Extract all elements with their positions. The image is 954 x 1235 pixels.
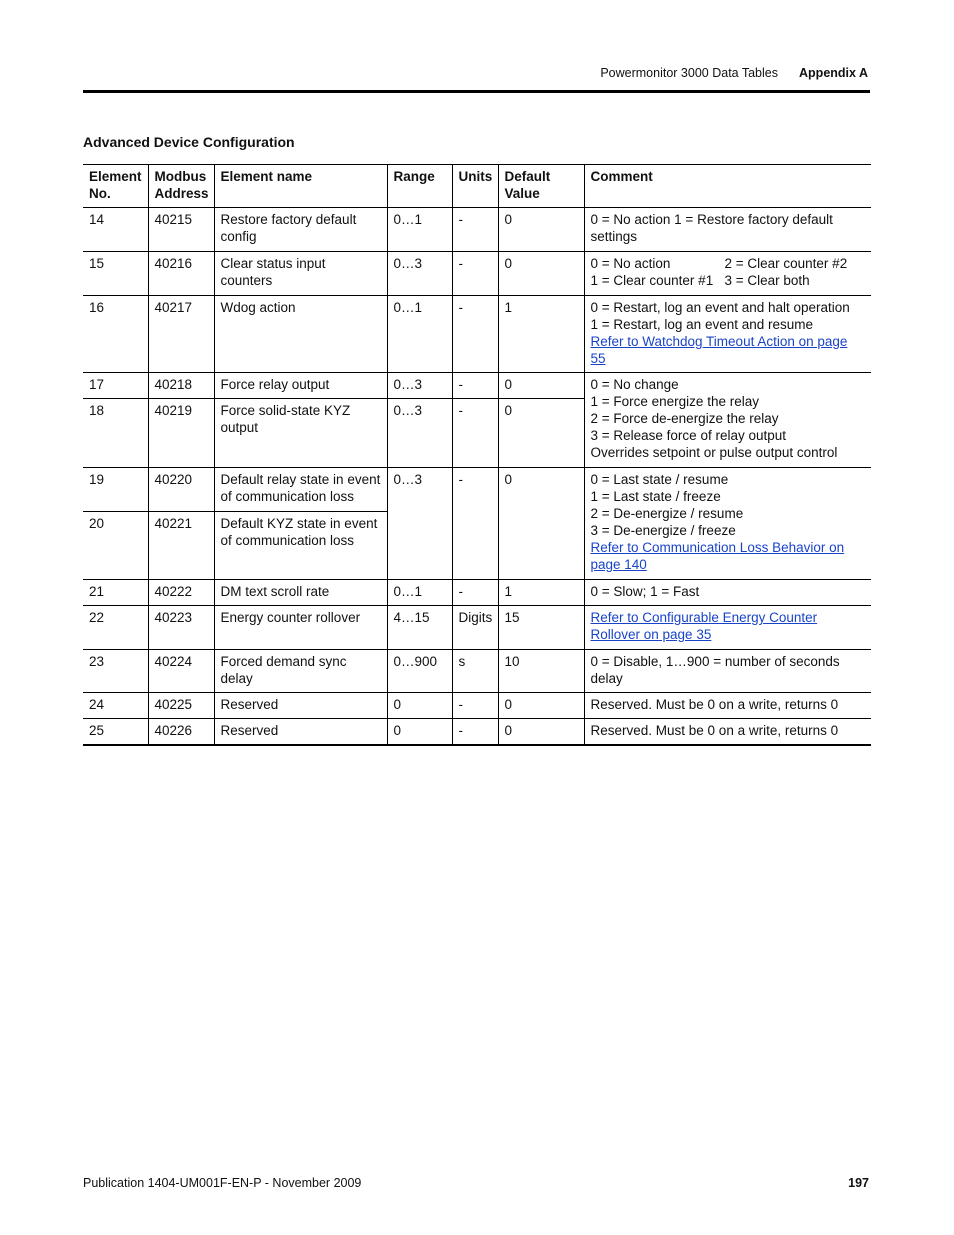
cell-default: 0 [498, 399, 584, 468]
comment-line: 3 = Release force of relay output [590, 428, 786, 443]
cell-no: 15 [89, 256, 105, 271]
cell-no: 19 [89, 472, 105, 487]
cell-addr: 40226 [148, 719, 214, 746]
cell-no: 23 [89, 654, 105, 669]
cell-name: Restore factory default config [214, 208, 387, 252]
cell-units: - [452, 580, 498, 606]
header-title: Powermonitor 3000 Data Tables [600, 66, 778, 80]
comment-line: 0 = Last state / resume [590, 472, 729, 487]
cell-name: Energy counter rollover [214, 606, 387, 650]
cell-name: Reserved [214, 693, 387, 719]
cell-addr: 40218 [148, 373, 214, 399]
header-appendix: Appendix A [799, 66, 868, 80]
comment-line: 0 = No change [590, 377, 679, 392]
cell-range: 0 [387, 693, 452, 719]
cell-range: 0…3 [387, 252, 452, 296]
comm-loss-link[interactable]: Refer to Communication Loss Behavior on page 140 [590, 540, 845, 572]
cell-default: 0 [498, 373, 584, 399]
cell-addr: 40223 [148, 606, 214, 650]
comment-line: 1 = Clear counter #1 [590, 273, 714, 288]
cell-name: DM text scroll rate [214, 580, 387, 606]
comment-line: 2 = Clear counter #2 [724, 256, 848, 271]
cell-range: 0…3 [387, 399, 452, 468]
cell-addr: 40222 [148, 580, 214, 606]
cell-range: 4…15 [387, 606, 452, 650]
cell-units: - [452, 693, 498, 719]
cell-comment-comm-loss [584, 468, 871, 580]
table-row [83, 719, 871, 746]
col-header-comment: Comment [584, 165, 871, 208]
cell-name: Default KYZ state in event of communication loss [214, 512, 387, 580]
table-row [83, 650, 871, 693]
comment-line: 3 = Clear both [724, 273, 810, 288]
table-row [83, 606, 871, 650]
comment-line: 1 = Last state / freeze [590, 489, 721, 504]
cell-no: 17 [89, 377, 105, 392]
cell-name: Force relay output [214, 373, 387, 399]
comment-line: Overrides setpoint or pulse output control [590, 445, 838, 460]
table-header-row [83, 165, 871, 208]
cell-units: - [452, 296, 498, 373]
cell-units: Digits [452, 606, 498, 650]
col-header-units: Units [452, 165, 498, 208]
cell-name: Forced demand sync delay [214, 650, 387, 693]
comment-line: 3 = De-energize / freeze [590, 523, 736, 538]
cell-range: 0…900 [387, 650, 452, 693]
cell-addr: 40219 [148, 399, 214, 468]
col-header-range: Range [387, 165, 452, 208]
cell-range: 0…3 [387, 373, 452, 399]
cell-no: 21 [89, 584, 105, 599]
cell-addr: 40215 [148, 208, 214, 252]
cell-comment [584, 296, 871, 373]
table-row [83, 580, 871, 606]
cell-units: - [452, 373, 498, 399]
cell-range: 0…1 [387, 296, 452, 373]
cell-units: - [452, 252, 498, 296]
cell-range: 0…3 [387, 468, 452, 580]
cell-name: Clear status input counters [214, 252, 387, 296]
cell-units: - [452, 719, 498, 746]
cell-range: 0…1 [387, 580, 452, 606]
cell-addr: 40224 [148, 650, 214, 693]
cell-no: 18 [89, 403, 105, 418]
cell-name: Wdog action [214, 296, 387, 373]
cell-addr: 40216 [148, 252, 214, 296]
col-header-modbus-address: Modbus Address [148, 165, 214, 208]
table-row [83, 693, 871, 719]
cell-no: 25 [89, 723, 105, 738]
cell-addr: 40220 [148, 468, 214, 512]
cell-default: 1 [498, 580, 584, 606]
page-number: 197 [848, 1176, 869, 1190]
cell-no: 20 [89, 516, 105, 531]
cell-addr: 40225 [148, 693, 214, 719]
cell-default: 0 [498, 252, 584, 296]
cell-units: s [452, 650, 498, 693]
comment-line: 0 = No action [590, 256, 671, 271]
cell-comment [584, 252, 871, 296]
table-row [83, 296, 871, 373]
comment-line: 1 = Force energize the relay [590, 394, 759, 409]
table-row [83, 208, 871, 252]
cell-name: Force solid-state KYZ output [214, 399, 387, 468]
comment-line: 2 = De-energize / resume [590, 506, 744, 521]
table-row [83, 468, 871, 512]
cell-default: 0 [498, 693, 584, 719]
cell-comment: 0 = Disable, 1…900 = number of seconds delay [584, 650, 871, 693]
cell-default: 0 [498, 208, 584, 252]
comment-line: 2 = Force de-energize the relay [590, 411, 779, 426]
cell-comment: Reserved. Must be 0 on a write, returns 0 [584, 693, 871, 719]
cell-no: 16 [89, 300, 105, 315]
cell-range: 0 [387, 719, 452, 746]
cell-name: Default relay state in event of communication loss [214, 468, 387, 512]
cell-default: 15 [498, 606, 584, 650]
energy-rollover-link[interactable]: Refer to Configurable Energy Counter Rollover on page 35 [590, 610, 818, 642]
cell-addr: 40217 [148, 296, 214, 373]
cell-comment: 0 = Slow; 1 = Fast [584, 580, 871, 606]
table-row [83, 252, 871, 296]
comment-line: 0 = Restart, log an event and halt operation [590, 300, 850, 315]
cell-units: - [452, 399, 498, 468]
cell-addr: 40221 [148, 512, 214, 580]
table-row [83, 373, 871, 399]
cell-comment: 0 = No action 1 = Restore factory default settings [584, 208, 871, 252]
cell-no: 14 [89, 212, 105, 227]
cell-range: 0…1 [387, 208, 452, 252]
cell-comment-relay-force [584, 373, 871, 468]
footer-publication: Publication 1404-UM001F-EN-P - November 2009 [83, 1176, 362, 1190]
cell-no: 22 [89, 610, 105, 625]
cell-name: Reserved [214, 719, 387, 746]
cell-default: 0 [498, 468, 584, 580]
cell-comment: Reserved. Must be 0 on a write, returns 0 [584, 719, 871, 746]
section-title: Advanced Device Configuration [83, 134, 295, 150]
cell-default: 1 [498, 296, 584, 373]
cell-no: 24 [89, 697, 105, 712]
cell-default: 10 [498, 650, 584, 693]
comment-line: 1 = Restart, log an event and resume [590, 317, 814, 332]
col-header-element-name: Element name [214, 165, 387, 208]
config-table [83, 164, 871, 746]
watchdog-link[interactable]: Refer to Watchdog Timeout Action on page 55 [590, 334, 848, 366]
cell-default: 0 [498, 719, 584, 746]
cell-units: - [452, 468, 498, 580]
col-header-default-value: Default Value [498, 165, 584, 208]
page-header [83, 60, 870, 93]
cell-comment [584, 606, 871, 650]
cell-units: - [452, 208, 498, 252]
col-header-element-no: Element No. [89, 169, 142, 201]
